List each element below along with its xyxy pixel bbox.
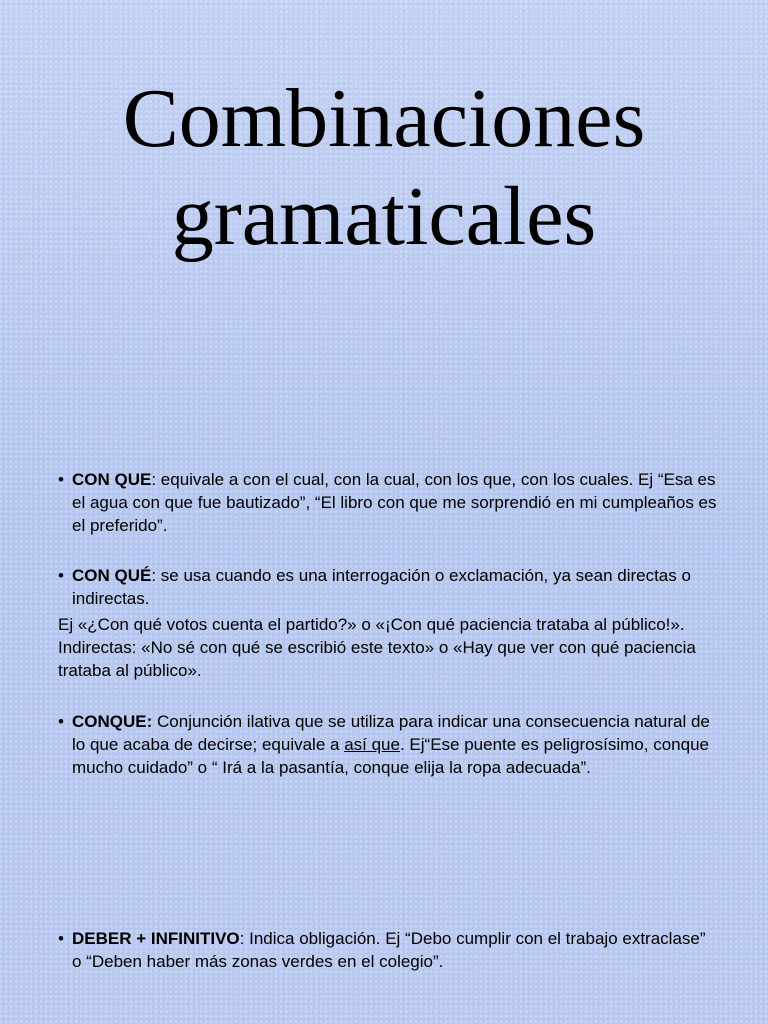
bullet-con-que bbox=[58, 468, 718, 537]
title-line-2: gramaticales bbox=[171, 170, 597, 263]
example-con-que-acento: Ej «¿Con qué votos cuenta el partido?» o «¡Con qué paciencia trataba al público!». Indirectas: «No sé con qué se escribió este texto» o «Hay que ver con qué paciencia trataba al público». bbox=[58, 615, 696, 680]
text-con-que-acento: : se usa cuando es una interrogación o exclamación, ya sean directas o indirectas. bbox=[72, 566, 691, 608]
term-con-que: CON QUE bbox=[72, 470, 152, 489]
link-asi-que[interactable]: así que bbox=[344, 735, 400, 754]
text-deber-infinitivo: : Indica obligación. Ej “Debo cumplir con el trabajo extraclase” o “Deben haber más zonas verdes en el colegio”. bbox=[72, 929, 706, 971]
bullet-conque bbox=[58, 710, 718, 779]
term-conque: CONQUE: bbox=[72, 712, 153, 731]
slide-title bbox=[0, 70, 768, 266]
text-conque-b: . Ej“Ese puente es peligrosísimo, conque mucho cuidado” o “ Irá a la pasantía, conque elija la ropa adecuada”. bbox=[72, 735, 709, 777]
slide-content bbox=[58, 468, 718, 973]
bullet-deber-infinitivo bbox=[58, 927, 718, 973]
term-deber-infinitivo: DEBER + INFINITIVO bbox=[72, 929, 240, 948]
term-con-que-acento: CON QUÉ bbox=[72, 566, 152, 585]
title-line-1: Combinaciones bbox=[122, 72, 646, 165]
bullet-con-que-acento bbox=[58, 564, 718, 610]
text-con-que: : equivale a con el cual, con la cual, con los que, con los cuales. Ej “Esa es el agua con que fue bautizado”, “El libro con que me sorprendió en mi cumpleaños es el preferido”. bbox=[72, 470, 717, 535]
text-conque-a: Conjunción ilativa que se utiliza para indicar una consecuencia natural de lo que acaba de decirse; equivale a bbox=[72, 712, 710, 754]
